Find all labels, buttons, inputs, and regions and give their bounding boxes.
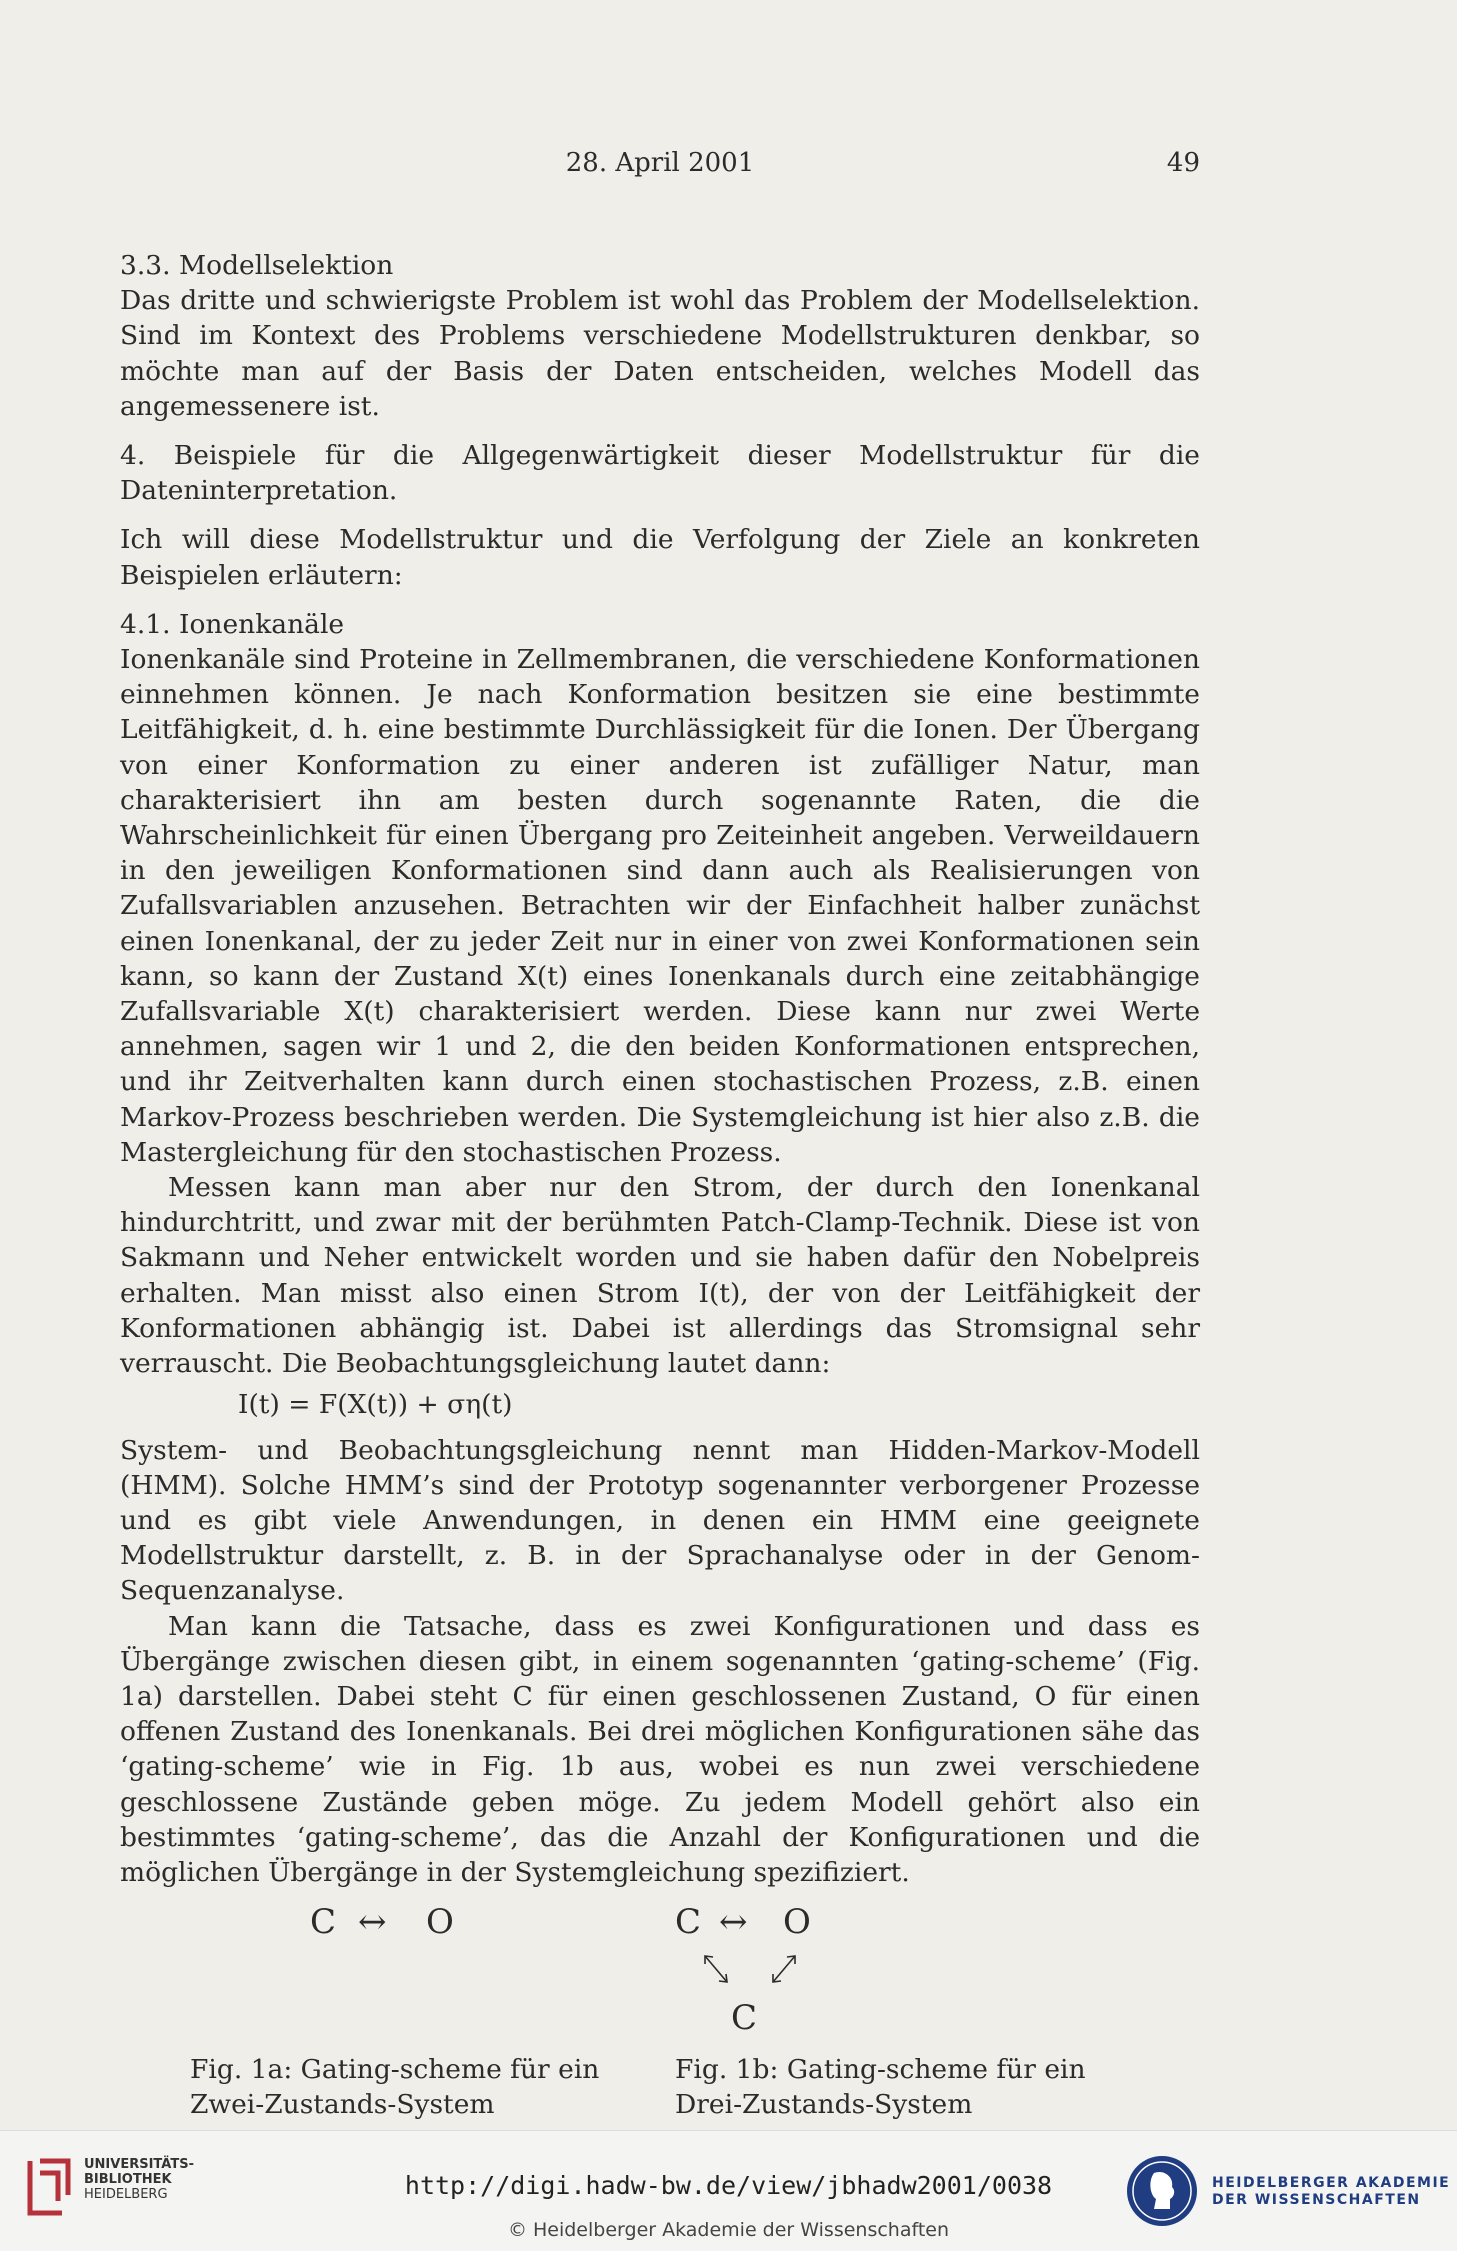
caption-line: Zwei-Zustands-System [190,2089,495,2121]
transition-arrow-icon: ↔ [358,1902,387,1943]
permalink-url[interactable]: http://digi.hadw-bw.de/view/jbhadw2001/0038 [404,2171,1053,2200]
copyright-notice: © Heidelberger Akademie der Wissenschaften [507,2219,950,2241]
section-heading-4-1: 4.1. Ionenkanäle [120,608,345,640]
observation-equation: I(t) = F(X(t)) + ση(t) [238,1389,513,1421]
figures [120,1902,1200,2122]
section-4-intro: Ich will diese Modellstruktur und die Verfolgung der Ziele an konkreten Beispielen erläutern: [120,524,1200,591]
academy-name-line: DER WISSENSCHAFTEN [1212,2192,1421,2208]
caption-line: Fig. 1a: Gating-scheme für ein [190,2054,600,2086]
gating-scheme-three-state [675,1902,1115,2052]
page-number: 49 [1166,148,1200,178]
caption-line: Drei-Zustands-System [675,2089,973,2121]
state-closed: C [310,1902,337,1943]
library-name-line: UNIVERSITÄTS- [84,2157,194,2172]
paragraph: System- und Beobachtungsgleichung nennt man Hidden-Markov-Modell (HMM). Solche HMM’s sind der Prototyp sogenannter verborgener Prozesse und es gibt viele Anwendungen, in denen ein HMM eine geeignete Modellstruktur darstellt, z. B. in der Sprachanalyse oder in der Genom-Sequenzanalyse. [120,1434,1200,1607]
figure-1a-caption [190,2052,630,2122]
transition-arrow-icon: ↔ [719,1902,748,1943]
digitization-footer [0,2130,1457,2251]
state-closed-2: C [731,1998,758,2039]
page-header [120,148,1200,188]
library-name-line: HEIDELBERG [84,2187,168,2202]
library-name-line: BIBLIOTHEK [84,2172,172,2187]
section-heading-4: 4. Beispiele für die Allgegenwärtigkeit dieser Modellstruktur für die Dateninterpretation. [120,440,1200,507]
section-heading-3-3: 3.3. Modellselektion [120,250,394,281]
state-open: O [783,1902,811,1943]
figure-1b [675,1902,1115,2122]
caption-line: Fig. 1b: Gating-scheme für ein [675,2054,1086,2086]
academy-name-line: HEIDELBERGER AKADEMIE [1212,2175,1451,2191]
academy-seal-icon [1124,2153,1200,2229]
paragraph: Messen kann man aber nur den Strom, der durch den Ionenkanal hindurchtritt, und zwar mit der berühmten Patch-Clamp-Technik. Diese ist von Sakmann und Neher entwickelt worden und sie haben dafür den Nobelpreis erhalten. Man misst also einen Strom I(t), der von der Leitfähigkeit der Konformationen abhängig ist. Dabei ist allerdings das Stromsignal sehr verrauscht. Die Beobachtungsgleichung lautet dann: [120,1172,1200,1380]
figure-1b-caption [675,2052,1115,2122]
academy-name [1212,2175,1450,2209]
gating-scheme-two-state [190,1902,630,2052]
section-3-3-text: Das dritte und schwierigste Problem ist wohl das Problem der Modellselektion. Sind im Kontext des Problems verschiedene Modellstrukturen denkbar, so möchte man auf der Basis der Daten entscheiden, welches Modell das angemessenere ist. [120,285,1200,422]
diagonal-arrows-icon [695,1950,805,1994]
paragraph: Man kann die Tatsache, dass es zwei Konfigurationen und dass es Übergänge zwischen diesen gibt, in einem sogenannten ‘gating-scheme’ (Fig. 1a) darstellen. Dabei steht C für einen geschlossenen Zustand, O für einen offenen Zustand des Ionenkanals. Bei drei möglichen Konfigurationen sähe das ‘gating-scheme’ wie in Fig. 1b aus, wobei es nun zwei verschiedene geschlossene Zustände geben möge. Zu jedem Modell gehört also ein bestimmtes ‘gating-scheme’, das die Anzahl der Konfigurationen und die möglichen Übergänge in der Systemgleichung spezifiziert. [120,1610,1200,1888]
state-open: O [426,1902,454,1943]
figure-1a [190,1902,630,2122]
header-date: 28. April 2001 [565,148,755,178]
state-closed: C [675,1902,702,1943]
paragraph: Ionenkanäle sind Proteine in Zellmembranen, die verschiedene Konformationen einnehmen können. Je nach Konformation besitzen sie eine bestimmte Leitfähigkeit, d. h. eine bestimmte Durchlässigkeit für die Ionen. Der Übergang von einer Konformation zu einer anderen ist zufälliger Natur, man charakterisiert ihn am besten durch sogenannte Raten, die die Wahrscheinlichkeit für einen Übergang pro Zeiteinheit angeben. Verweildauern in den jeweiligen Konformationen sind dann auch als Realisierungen von Zufallsvariablen anzusehen. Betrachten wir der Einfachheit halber zunächst einen Ionenkanal, der zu jeder Zeit nur in einer von zwei Konformationen sein kann, so kann der Zustand X(t) eines Ionenkanals durch eine zeitabhängige Zufallsvariable X(t) charakterisiert werden. Diese kann nur zwei Werte annehmen, sagen wir 1 und 2, die den beiden Konformationen entsprechen, und ihr Zeitverhalten kann durch einen stochastischen Prozess, z.B. einen Markov-Prozess beschrieben werden. Die Systemgleichung ist hier also z.B. die Mastergleichung für den stochastischen Prozess. [120,644,1200,1168]
page-body [120,248,1200,2122]
